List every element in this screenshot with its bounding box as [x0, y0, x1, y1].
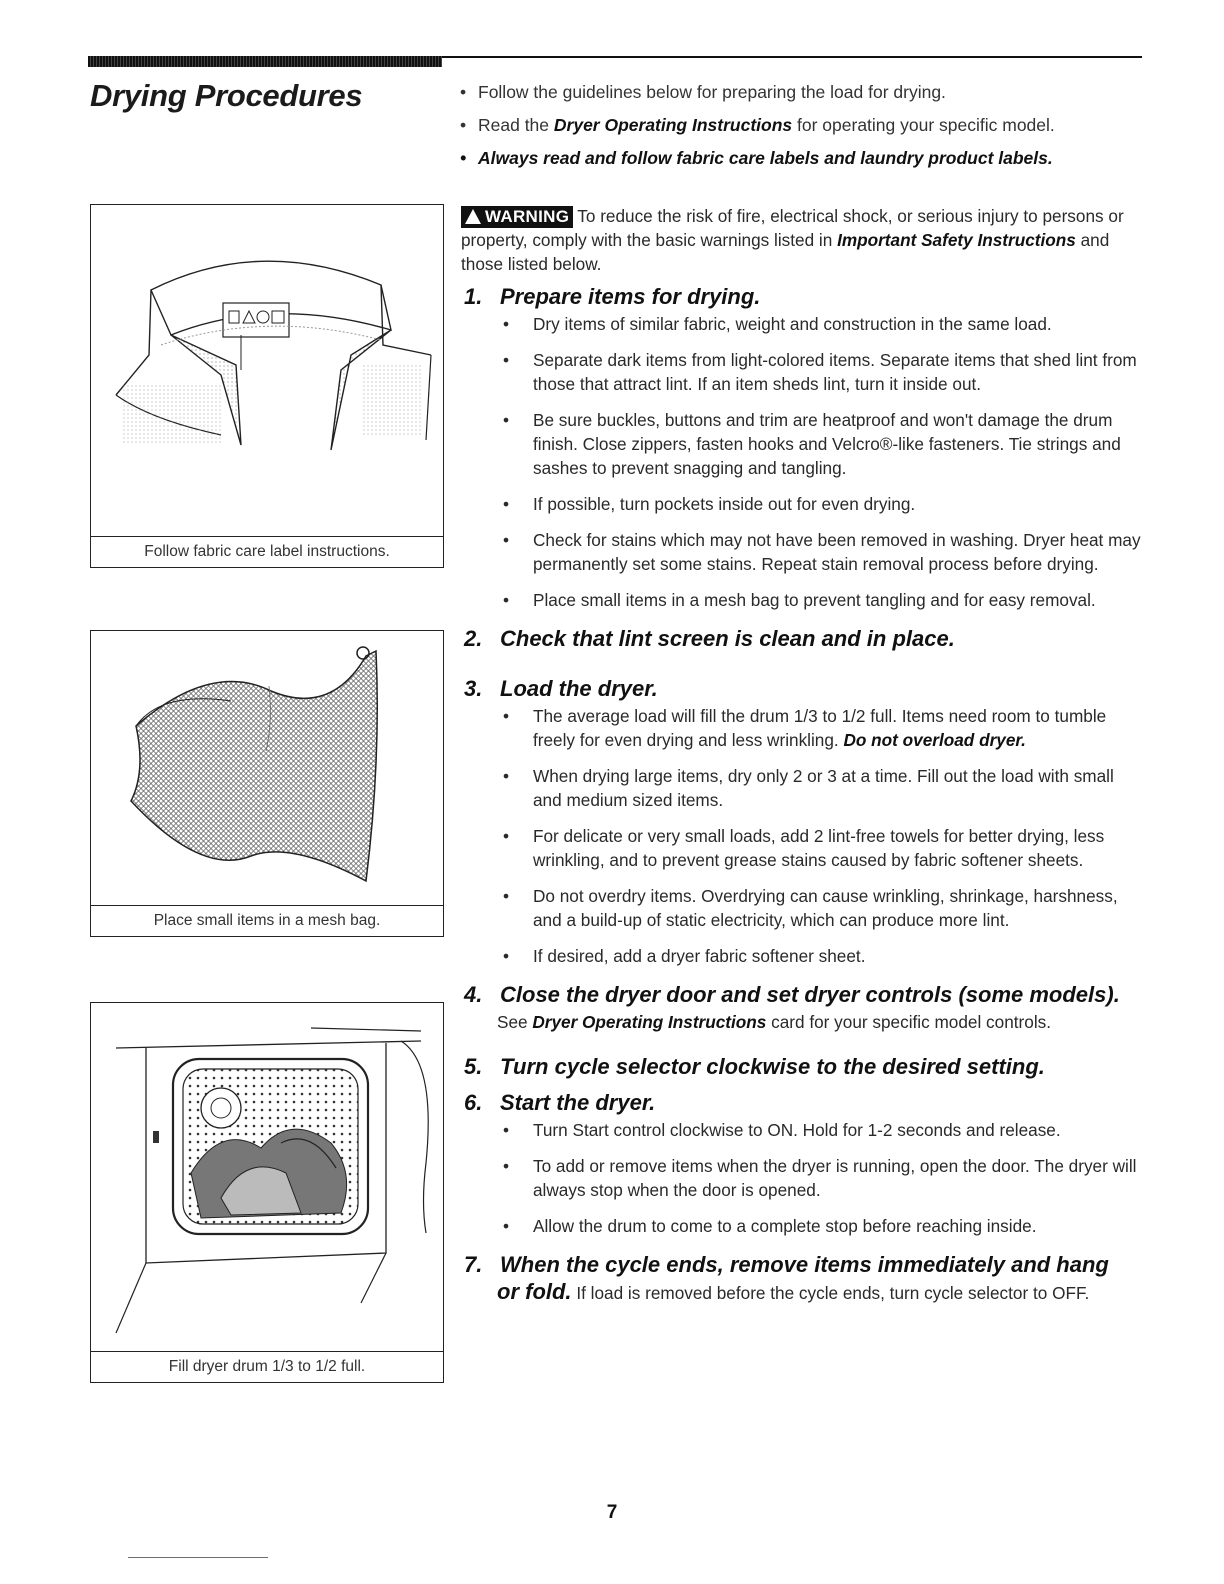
- list-item: • Allow the drum to come to a complete stop before reaching inside.: [503, 1216, 1037, 1236]
- step-1-heading: 1. Prepare items for drying.: [464, 284, 761, 309]
- list-item: • Dry items of similar fabric, weight and construction in the same load.: [503, 314, 1052, 334]
- figure-care-label: [90, 204, 444, 568]
- step-2-heading: 2. Check that lint screen is clean and in place.: [464, 626, 955, 651]
- footer-link-underline: [128, 1557, 268, 1558]
- list-item: • For delicate or very small loads, add 2 lint-free towels for better drying, less wrinkling, and to prevent grease stains caused by fabric softener sheets.: [503, 826, 1105, 870]
- step-5-heading: 5. Turn cycle selector clockwise to the desired setting.: [464, 1054, 1045, 1079]
- step-4-description: See Dryer Operating Instructions card for your specific model controls.: [497, 1012, 1052, 1032]
- step-4-heading: 4. Close the dryer door and set dryer controls (some models).: [464, 982, 1120, 1007]
- warning-badge-label: WARNING: [485, 207, 570, 226]
- step-7-description: or fold. If load is removed before the cycle ends, turn cycle selector to OFF.: [497, 1279, 1090, 1304]
- list-item: • When drying large items, dry only 2 or 3 at a time. Fill out the load with small and medium sized items.: [503, 766, 1114, 810]
- intro-text-3: Always read and follow fabric care labels and laundry product labels.: [478, 148, 1053, 168]
- intro-emphasis: Dryer Operating Instructions: [553, 115, 793, 135]
- step-3-heading: 3. Load the dryer.: [464, 676, 658, 701]
- figure-dryer-drum: [90, 1002, 444, 1383]
- list-item: • Be sure buckles, buttons and trim are heatproof and won't damage the drum finish. Close zippers, fasten hooks and Velcro®-like fasteners. Tie strings and sashes to prevent snagging and tangling.: [503, 410, 1121, 478]
- warning-badge: [461, 206, 573, 228]
- intro-list: [460, 82, 1160, 181]
- list-item: • To add or remove items when the dryer is running, open the door. The dryer will always stop when the door is opened.: [503, 1156, 1137, 1200]
- list-item: • Check for stains which may not have been removed in washing. Dryer heat may permanently set some stains. Repeat stain removal process before drying.: [503, 530, 1141, 574]
- list-item: • Turn Start control clockwise to ON. Hold for 1-2 seconds and release.: [503, 1120, 1061, 1140]
- warning-block: [461, 204, 1144, 276]
- figure-caption: Fill dryer drum 1/3 to 1/2 full.: [91, 1351, 443, 1382]
- intro-text-2a: Read the: [478, 115, 554, 135]
- warning-triangle-icon: [465, 209, 481, 224]
- list-item: • Separate dark items from light-colored items. Separate items that shed lint from those that attract lint. If an item sheds lint, turn it inside out.: [503, 350, 1137, 394]
- list-item: • If possible, turn pockets inside out for even drying.: [503, 494, 916, 514]
- warning-emphasis: Important Safety Instructions: [837, 230, 1076, 250]
- figure-caption: Follow fabric care label instructions.: [91, 536, 443, 567]
- list-item: • The average load will fill the drum 1/3 to 1/2 full. Items need room to tumble freely for even drying and less wrinkling. Do not overload dryer.: [503, 706, 1107, 750]
- figure-mesh-bag: [90, 630, 444, 937]
- figure-caption: Place small items in a mesh bag.: [91, 905, 443, 936]
- warning-text: To reduce the risk of fire, electrical shock, or serious injury to persons or property, comply with the basic warnings listed in: [461, 206, 1124, 250]
- intro-bullet: • Read the Dryer Operating Instructions for operating your specific model.: [460, 115, 1055, 135]
- intro-text-2b: for operating your specific model.: [792, 115, 1055, 135]
- header-rule-thick: [88, 56, 442, 67]
- section-title: Drying Procedures: [90, 78, 363, 113]
- step-6-heading: 6. Start the dryer.: [464, 1090, 656, 1115]
- intro-text-1: Follow the guidelines below for preparing the load for drying.: [478, 82, 946, 102]
- warning-text-end: and those listed below.: [461, 230, 1110, 274]
- mesh-bag-icon: [91, 631, 443, 905]
- intro-bullet: • Always read and follow fabric care labels and laundry product labels.: [460, 148, 1053, 168]
- list-item: • Do not overdry items. Overdrying can cause wrinkling, shrinkage, harshness, and a build-up of static electricity, which can produce more lint.: [503, 886, 1118, 930]
- dryer-drum-icon: [91, 1003, 443, 1351]
- list-item: • If desired, add a dryer fabric softener sheet.: [503, 946, 866, 966]
- list-item: • Place small items in a mesh bag to prevent tangling and for easy removal.: [503, 590, 1096, 610]
- intro-bullet: • Follow the guidelines below for preparing the load for drying.: [460, 82, 946, 102]
- page-number: 7: [606, 1502, 618, 1523]
- procedure-content: [461, 204, 1144, 1305]
- overload-warning: Do not overload dryer.: [843, 730, 1026, 750]
- shirt-collar-icon: [91, 205, 443, 536]
- step-7-heading: 7. When the cycle ends, remove items immediately and hang: [464, 1252, 1109, 1277]
